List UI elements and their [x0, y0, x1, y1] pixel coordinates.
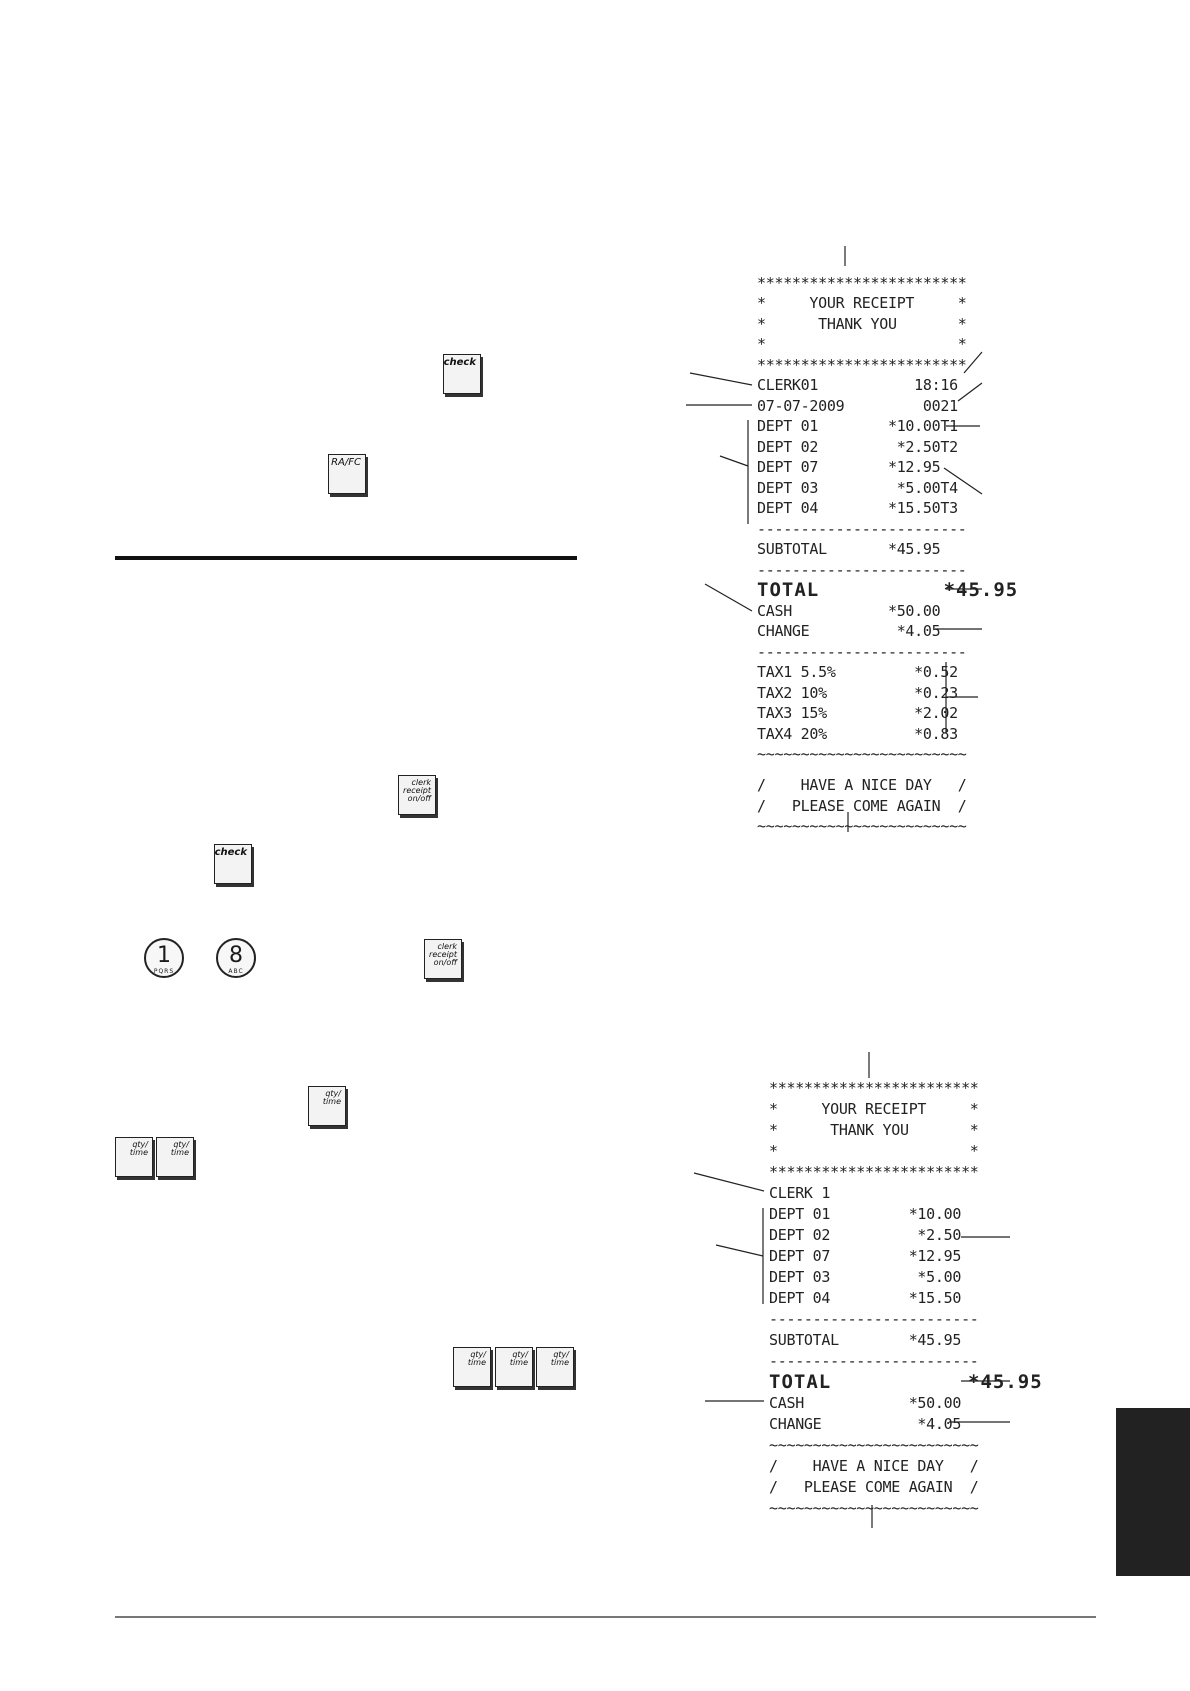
footer-rule [115, 1616, 1096, 1618]
receipt-item: DEPT 04 *15.50 [769, 1289, 962, 1307]
receipt-line: * THANK YOU * [757, 315, 967, 333]
clerk-receipt-key [398, 775, 436, 815]
receipt-subtotal: SUBTOTAL *45.95 [769, 1331, 962, 1349]
ra-fc-key-label: RA/FC [331, 457, 361, 468]
clerk-key2-line1: clerk [437, 942, 457, 951]
receipt-separator: ~~~~~~~~~~~~~~~~~~~~~~~~ [769, 1499, 979, 1517]
receipt-change: CHANGE *4.05 [757, 622, 941, 640]
ra-fc-key [328, 454, 366, 494]
receipt-date-number: 07-07-2009 0021 [757, 397, 958, 415]
receipt-cash: CASH *50.00 [757, 602, 941, 620]
receipt-change: CHANGE *4.05 [769, 1415, 962, 1433]
check-key-label: check [443, 357, 476, 368]
receipt-item: DEPT 02 *2.50 [769, 1226, 962, 1244]
receipt-item: DEPT 03 *5.00 [769, 1268, 962, 1286]
clerk-key-line1: clerk [411, 778, 431, 787]
clerk-key-line3: on/off [407, 794, 431, 803]
receipt-message: / HAVE A NICE DAY / [769, 1457, 979, 1475]
receipt-clerk: CLERK 1 [769, 1184, 831, 1202]
qty-a-line1: qty/ [132, 1140, 148, 1149]
receipt-line: * YOUR RECEIPT * [757, 294, 967, 312]
qty-time-key-b [156, 1137, 194, 1177]
number-key-1-letters: PQRS [153, 968, 175, 975]
qty-b-line2: time [170, 1148, 189, 1157]
receipt-item: DEPT 02 *2.50T2 [757, 438, 958, 456]
qty-time-key-d [495, 1347, 533, 1387]
receipt-line: * THANK YOU * [769, 1121, 979, 1139]
qty-time-key-a [115, 1137, 153, 1177]
clerk-key2-line3: on/off [433, 958, 457, 967]
clerk-key-line2: receipt [403, 786, 431, 795]
receipt-tax: TAX1 5.5% *0.52 [757, 663, 958, 681]
qty-e-line1: qty/ [553, 1350, 569, 1359]
receipt-line: ************************ [769, 1079, 979, 1097]
qty-d-line2: time [509, 1358, 528, 1367]
receipt-line: ************************ [769, 1163, 979, 1181]
receipt-separator: ~~~~~~~~~~~~~~~~~~~~~~~~ [757, 745, 967, 763]
receipt-item: DEPT 01 *10.00T1 [757, 417, 958, 435]
qty-time-key [308, 1086, 346, 1126]
receipt-separator: ~~~~~~~~~~~~~~~~~~~~~~~~ [757, 817, 967, 835]
receipt-line: * * [769, 1142, 979, 1160]
receipt-total: TOTAL *45.95 [769, 1371, 1043, 1393]
receipt-item: DEPT 07 *12.95 [769, 1247, 962, 1265]
qty-time-key-e [536, 1347, 574, 1387]
number-key-8-digit: 8 [229, 943, 243, 968]
section-tab [1116, 1408, 1190, 1576]
receipt-separator: ------------------------ [757, 561, 967, 579]
section-divider [115, 556, 577, 560]
receipt-cash: CASH *50.00 [769, 1394, 962, 1412]
check-key-2-label: check [214, 847, 247, 858]
qty-key-line2: time [322, 1097, 341, 1106]
receipt-tax: TAX4 20% *0.83 [757, 725, 958, 743]
qty-c-line1: qty/ [470, 1350, 486, 1359]
receipt-separator: ------------------------ [757, 643, 967, 661]
receipt-item: DEPT 07 *12.95 [757, 458, 941, 476]
receipt-message: / HAVE A NICE DAY / [757, 776, 967, 794]
receipt-bottom [769, 1078, 1043, 1517]
receipt-separator: ~~~~~~~~~~~~~~~~~~~~~~~~ [769, 1436, 979, 1454]
receipt-line: ************************ [757, 274, 967, 292]
check-key-2 [214, 844, 252, 884]
receipt-tax: TAX3 15% *2.02 [757, 704, 958, 722]
receipt-top [757, 273, 1019, 835]
receipt-separator: ------------------------ [757, 520, 967, 538]
qty-time-key-c [453, 1347, 491, 1387]
qty-key-line1: qty/ [325, 1089, 341, 1098]
receipt-separator: ------------------------ [769, 1310, 979, 1328]
receipt-message: / PLEASE COME AGAIN / [769, 1478, 979, 1496]
receipt-total: TOTAL *45.95 [757, 579, 1019, 601]
receipt-line: * YOUR RECEIPT * [769, 1100, 979, 1118]
qty-c-line2: time [467, 1358, 486, 1367]
receipt-subtotal: SUBTOTAL *45.95 [757, 540, 941, 558]
qty-e-line2: time [550, 1358, 569, 1367]
clerk-receipt-key-2 [424, 939, 462, 979]
qty-b-line1: qty/ [173, 1140, 189, 1149]
number-key-1-digit: 1 [157, 943, 171, 968]
receipt-tax: TAX2 10% *0.23 [757, 684, 958, 702]
receipt-line: * * [757, 335, 967, 353]
receipt-clerk-time: CLERK01 18:16 [757, 376, 958, 394]
check-key [443, 354, 481, 394]
receipt-separator: ------------------------ [769, 1352, 979, 1370]
qty-d-line1: qty/ [512, 1350, 528, 1359]
receipt-item: DEPT 04 *15.50T3 [757, 499, 958, 517]
receipt-message: / PLEASE COME AGAIN / [757, 797, 967, 815]
clerk-key2-line2: receipt [429, 950, 457, 959]
receipt-item: DEPT 03 *5.00T4 [757, 479, 958, 497]
receipt-line: ************************ [757, 356, 967, 374]
number-key-8-letters: ABC [228, 968, 244, 975]
qty-a-line2: time [129, 1148, 148, 1157]
receipt-item: DEPT 01 *10.00 [769, 1205, 962, 1223]
number-key-8 [216, 938, 256, 978]
number-key-1 [144, 938, 184, 978]
